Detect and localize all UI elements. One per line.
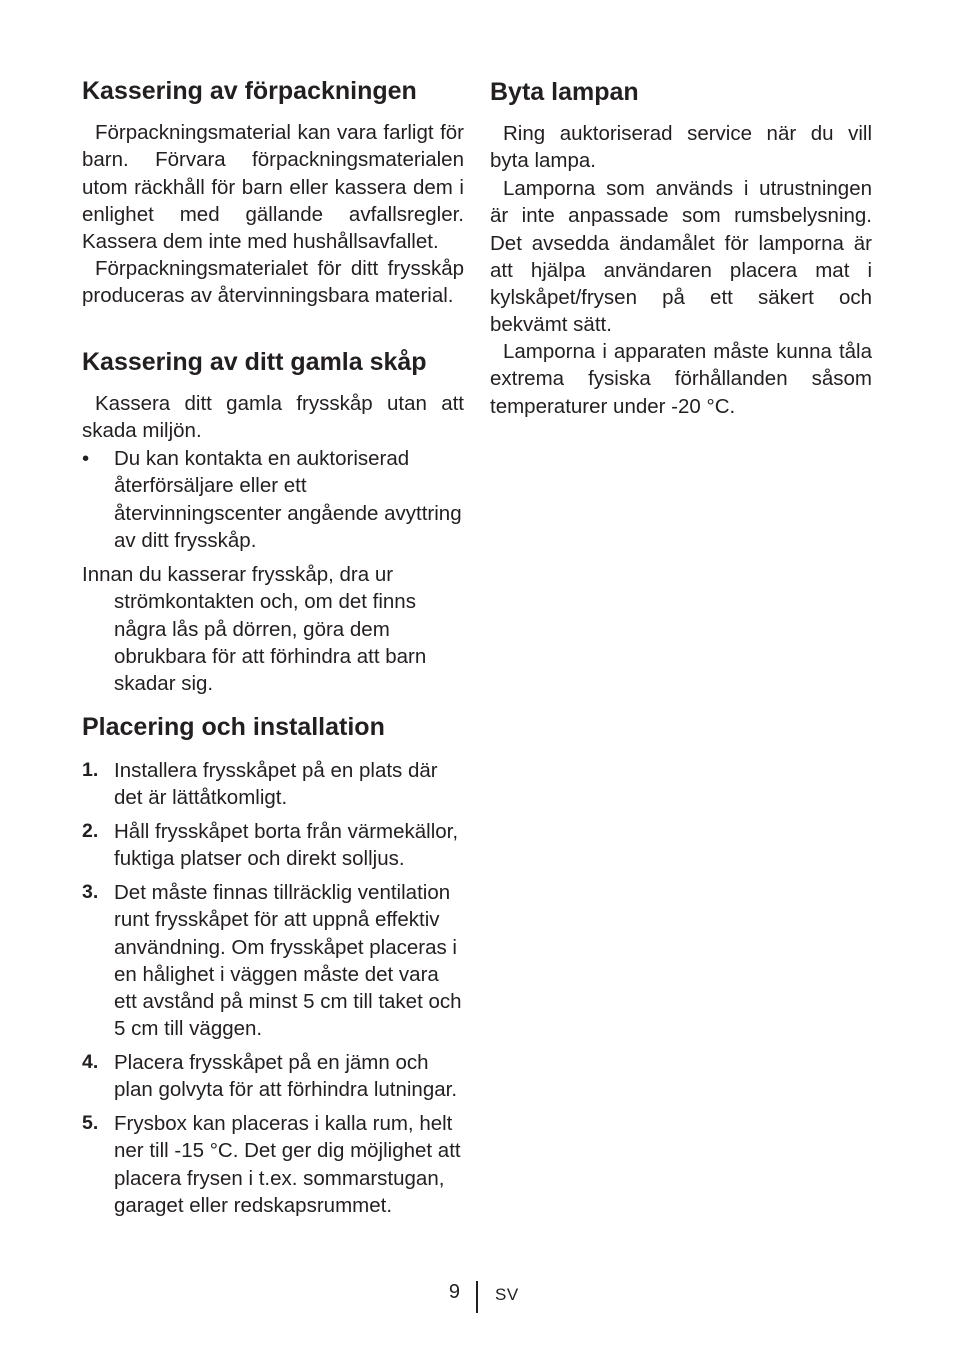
list-item-text: Det måste finnas tillräcklig ventilation runt frysskåpet för att uppnå effektiv användning. Om frysskåpet placeras i en hålighet i väggen måste det vara ett avstånd på minst 5 cm till taket och 5 cm till väggen. [114,881,462,1041]
lamp-paragraph-2: Lamporna som används i utrustningen är inte anpassade som rumsbelysning. Det avsedda ändamålet för lamporna är att hjälpa användaren placera mat i kylskåpet/frysen på ett säkert och bekvämt sätt. [490,177,872,337]
packaging-paragraph-2: Förpackningsmaterialet för ditt frysskåp produceras av återvinningsbara material. [82,257,464,308]
lamp-paragraph-3: Lamporna i apparaten måste kunna tåla extrema fysiska förhållanden såsom temperaturer under -20 °C. [490,340,872,418]
lamp-paragraph-1: Ring auktoriserad service när du vill byta lampa. [490,122,872,173]
heading-placement-installation: Placering och installation [82,713,385,741]
old-cabinet-paragraph-2: Innan du kasserar frysskåp, dra ur strömkontakten och, om det finns några lås på dörren, göra dem obrukbara för att förhindra att barn skadar sig. [82,563,427,696]
list-item-number: 2. [82,820,99,842]
list-item-text: Håll frysskåpet borta från värmekällor, fuktiga platser och direkt solljus. [114,820,459,871]
list-item [82,879,464,1045]
list-item-number: 5. [82,1112,99,1134]
packaging-paragraph-1: Förpackningsmaterial kan vara farligt för barn. Förvara förpackningsmaterialen utom räckhåll för barn eller kassera dem i enlighet med gällande avfallsregler. Kassera dem inte med hushållsavfallet. [82,121,464,254]
footer-divider [476,1281,478,1313]
list-item [82,1110,464,1222]
list-item [82,818,464,874]
page-number: 9 [448,1281,460,1303]
list-item [82,757,464,813]
old-cabinet-paragraph-1: Kassera ditt gamla frysskåp utan att skada miljön. [82,392,464,443]
heading-old-cabinet-disposal: Kassering av ditt gamla skåp [82,348,427,376]
language-code: SV [495,1285,519,1304]
list-item-number: 1. [82,759,99,781]
heading-packaging-disposal: Kassering av förpackningen [82,77,417,105]
heading-replace-lamp: Byta lampan [490,78,639,106]
list-item-text: Installera frysskåpet på en plats där det är lättåtkomligt. [114,759,438,810]
bullet-item [82,445,464,555]
bullet-marker: • [82,447,90,470]
list-item-number: 4. [82,1051,99,1073]
list-item-text: Placera frysskåpet på en jämn och plan golvyta för att förhindra lutningar. [114,1051,458,1102]
list-item-number: 3. [82,881,99,903]
list-item-text: Frysbox kan placeras i kalla rum, helt ner till -15 °C. Det ger dig möjlighet att placera frysen i t.ex. sommarstugan, garaget eller redskapsrummet. [114,1112,461,1217]
list-item [82,1049,464,1105]
bullet-item-text: Du kan kontakta en auktoriserad återförsäljare eller ett återvinningscenter angående avyttring av ditt frysskåp. [114,447,462,552]
